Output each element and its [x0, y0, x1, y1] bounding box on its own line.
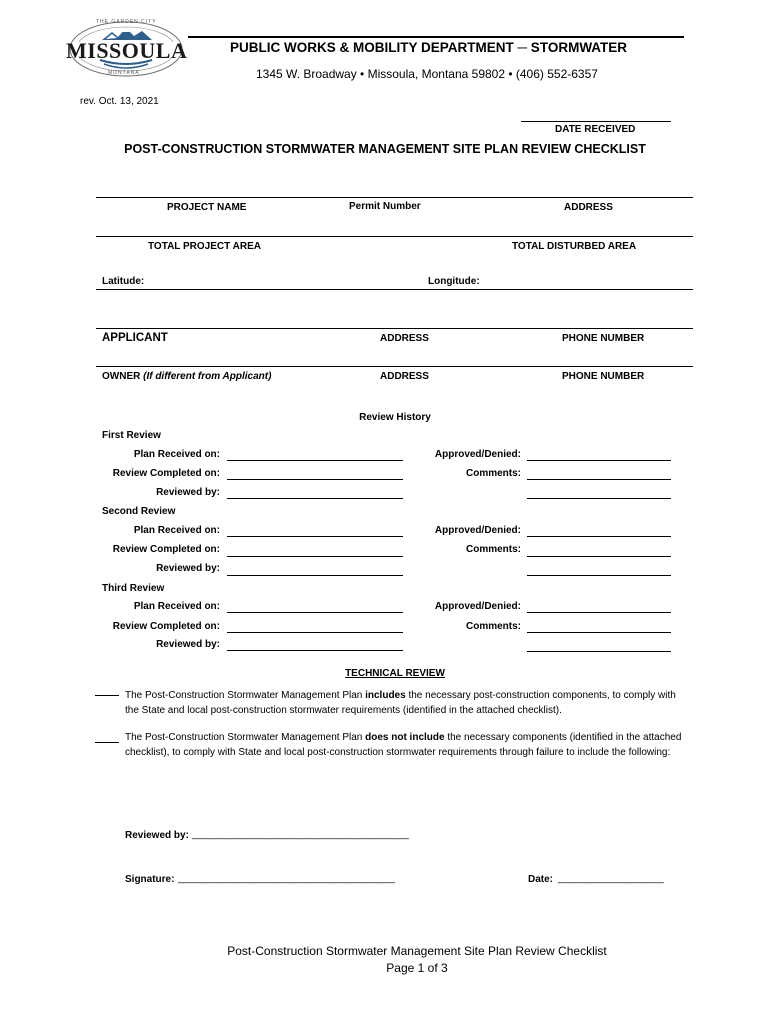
logo-ring-top-text: THE GARDEN CITY — [96, 19, 157, 25]
owner-address-label: ADDRESS — [380, 371, 429, 382]
first-review-completed-field[interactable] — [227, 479, 403, 480]
longitude-label: Longitude: — [428, 276, 480, 287]
applicant-label: APPLICANT — [102, 332, 168, 344]
third-comments-label: Comments: — [465, 621, 521, 632]
revision-date: rev. Oct. 13, 2021 — [80, 96, 159, 107]
does-not-include-statement-b: does not include — [365, 732, 445, 743]
does-not-include-statement — [125, 730, 687, 760]
first-comments-label: Comments: — [465, 468, 521, 479]
third-approved-denied-field[interactable] — [527, 612, 671, 613]
first-reviewed-by-field[interactable] — [227, 498, 403, 499]
third-comments-field-2[interactable] — [527, 651, 671, 652]
project-address-label: ADDRESS — [564, 202, 613, 213]
second-review-completed-label: Review Completed on: — [112, 544, 220, 555]
first-review-completed-label: Review Completed on: — [112, 468, 220, 479]
includes-statement-c: the necessary post-construction components, to comply with the State and local post-construction stormwater requirements (identified in the attached checklist). — [125, 690, 676, 716]
project-mid-rule — [96, 236, 693, 237]
third-comments-field[interactable] — [527, 632, 671, 633]
does-not-include-statement-a: The Post-Construction Stormwater Management Plan — [125, 732, 366, 743]
signoff-reviewed-by-field[interactable]: _______________________________________ — [192, 829, 409, 840]
latitude-label: Latitude: — [102, 276, 145, 287]
review-history-heading: Review History — [359, 412, 431, 423]
second-comments-label: Comments: — [465, 544, 521, 555]
includes-checkbox-line[interactable] — [95, 695, 119, 696]
owner-label-note: (If different from Applicant) — [143, 371, 272, 382]
signature-field[interactable]: _______________________________________ — [178, 873, 395, 884]
first-approved-denied-field[interactable] — [527, 460, 671, 461]
does-not-include-statement-c: the necessary components (identified in the attached checklist), to comply with State and local post-construction stormwater requirements through failure to include the following: — [125, 732, 682, 758]
owner-label-prefix: OWNER — [102, 371, 144, 382]
second-plan-received-label: Plan Received on: — [133, 525, 220, 536]
first-comments-field[interactable] — [527, 479, 671, 480]
department-name: PUBLIC WORKS & MOBILITY DEPARTMENT ─ STORMWATER — [230, 40, 628, 55]
date-received-label: DATE RECEIVED — [555, 124, 636, 135]
signoff-date-field[interactable]: ___________________ — [558, 873, 664, 884]
footer-title: Post-Construction Stormwater Management Site Plan Review Checklist — [227, 944, 607, 958]
owner-phone-label: PHONE NUMBER — [562, 371, 645, 382]
department-address: 1345 W. Broadway • Missoula, Montana 59802 • (406) 552-6357 — [256, 67, 598, 81]
second-comments-field[interactable] — [527, 556, 671, 557]
project-name-label: PROJECT NAME — [167, 202, 247, 213]
latlong-rule — [96, 289, 693, 290]
second-plan-received-field[interactable] — [227, 536, 403, 537]
total-project-area-label: TOTAL PROJECT AREA — [148, 241, 261, 252]
first-reviewed-by-label: Reviewed by: — [156, 487, 220, 498]
signoff-date-label: Date: — [528, 874, 554, 885]
third-review-completed-field[interactable] — [227, 632, 403, 633]
logo-wordmark: MISSOULA — [66, 38, 188, 63]
applicant-top-rule — [96, 328, 693, 329]
third-review-completed-label: Review Completed on: — [112, 621, 220, 632]
project-top-rule — [96, 197, 693, 198]
total-disturbed-area-label: TOTAL DISTURBED AREA — [512, 241, 637, 252]
first-comments-field-2[interactable] — [527, 498, 671, 499]
second-review-label: Second Review — [102, 506, 176, 517]
applicant-address-label: ADDRESS — [380, 333, 429, 344]
second-reviewed-by-label: Reviewed by: — [156, 563, 220, 574]
third-plan-received-label: Plan Received on: — [133, 601, 220, 612]
footer-page-number: Page 1 of 3 — [386, 961, 448, 975]
third-approved-denied-label: Approved/Denied: — [434, 601, 521, 612]
third-reviewed-by-field[interactable] — [227, 650, 403, 651]
includes-statement-b: includes — [365, 690, 406, 701]
includes-statement — [125, 688, 685, 718]
first-review-label: First Review — [102, 430, 161, 441]
permit-number-label: Permit Number — [349, 201, 421, 212]
first-plan-received-label: Plan Received on: — [133, 449, 220, 460]
third-reviewed-by-label: Reviewed by: — [156, 639, 220, 650]
second-reviewed-by-field[interactable] — [227, 575, 403, 576]
applicant-mid-rule — [96, 366, 693, 367]
header-rule — [188, 36, 684, 38]
first-approved-denied-label: Approved/Denied: — [434, 449, 521, 460]
logo-ring-bottom-text: MONTANA — [108, 70, 140, 76]
second-review-completed-field[interactable] — [227, 556, 403, 557]
page-title: POST-CONSTRUCTION STORMWATER MANAGEMENT SITE PLAN REVIEW CHECKLIST — [124, 142, 646, 156]
applicant-phone-label: PHONE NUMBER — [562, 333, 645, 344]
second-comments-field-2[interactable] — [527, 575, 671, 576]
third-review-label: Third Review — [102, 583, 165, 594]
does-not-include-checkbox-line[interactable] — [95, 742, 119, 743]
date-received-line[interactable] — [521, 121, 671, 122]
owner-label — [102, 371, 271, 382]
first-plan-received-field[interactable] — [227, 460, 403, 461]
third-plan-received-field[interactable] — [227, 612, 403, 613]
signoff-reviewed-by-label: Reviewed by: — [125, 830, 189, 841]
technical-review-heading: TECHNICAL REVIEW — [345, 668, 445, 679]
second-approved-denied-label: Approved/Denied: — [434, 525, 521, 536]
signature-label: Signature: — [125, 874, 175, 885]
includes-statement-a: The Post-Construction Stormwater Management Plan — [125, 690, 366, 701]
second-approved-denied-field[interactable] — [527, 536, 671, 537]
